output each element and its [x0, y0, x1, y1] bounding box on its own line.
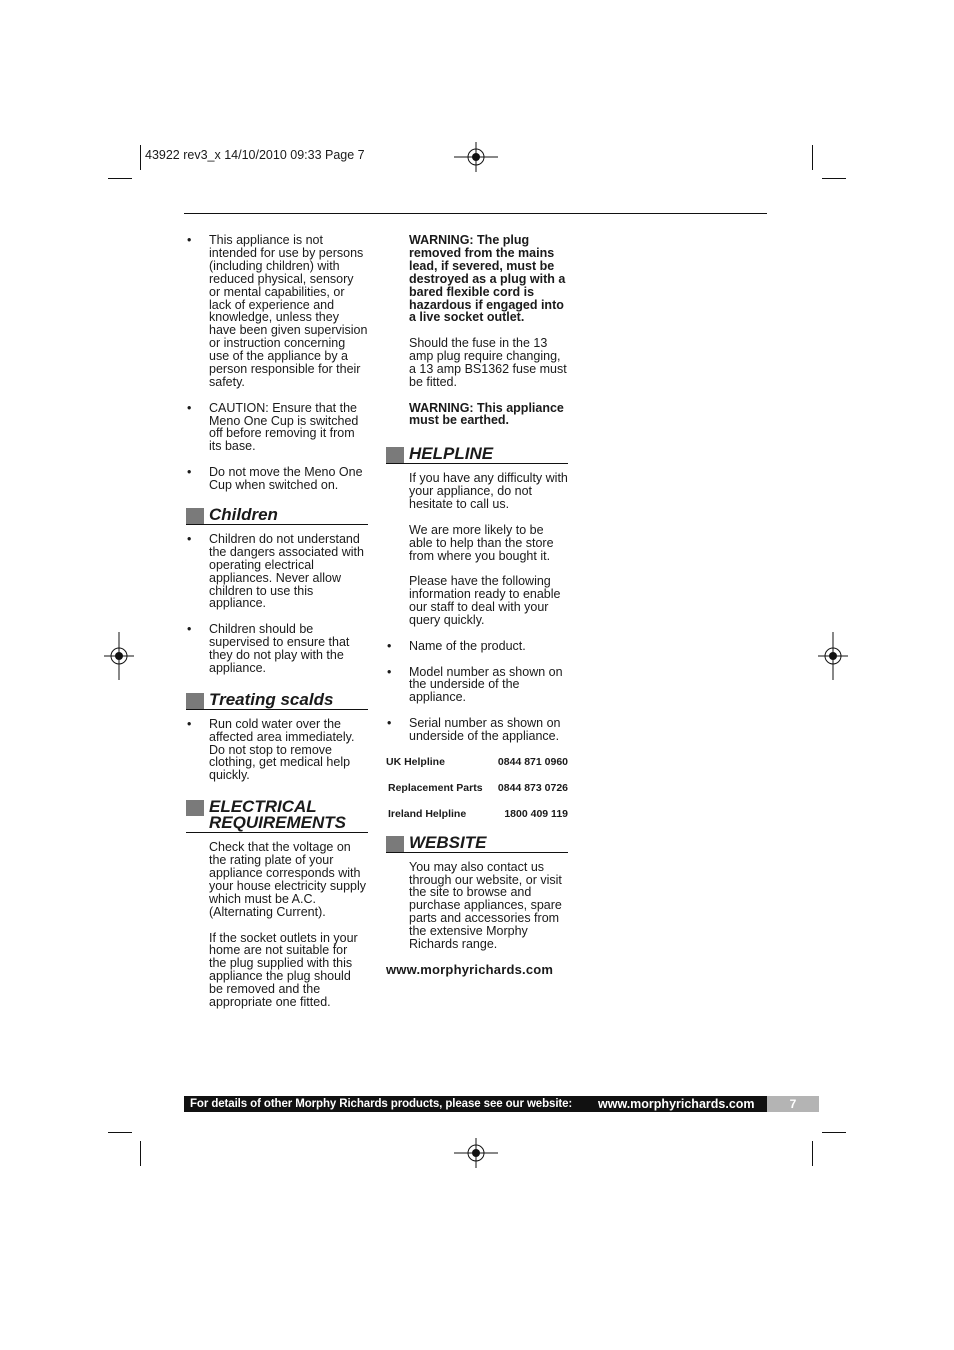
- top-rule: [184, 213, 767, 214]
- list-item: • Model number as shown on the underside of the appliance.: [387, 664, 563, 705]
- helpline-replacement-parts: Replacement Parts 0844 873 0726: [388, 781, 568, 794]
- paragraph: We are more likely to be able to help than the store from where you bought it.: [409, 522, 554, 563]
- heading-marker: [186, 693, 204, 709]
- paragraph: Please have the following information ready to enable our staff to deal with your query quickly.: [409, 574, 561, 628]
- crop-mark: [108, 178, 132, 179]
- print-slug: 43922 rev3_x 14/10/2010 09:33 Page 7: [145, 148, 365, 162]
- helpline-ireland: Ireland Helpline 1800 409 119: [388, 807, 568, 820]
- registration-mark-icon: [454, 1138, 498, 1168]
- warning-earthed: WARNING: This appliance must be earthed.: [409, 400, 564, 428]
- right-column: [386, 234, 568, 977]
- list-item: • Run cold water over the affected area immediately. Do not stop to remove clothing, get medical help quickly.: [187, 716, 355, 783]
- section-heading-electrical: ELECTRICAL REQUIREMENTS: [186, 799, 368, 833]
- list-item: • Children should be supervised to ensure that they do not play with the appliance.: [187, 622, 350, 675]
- footer-bar: [184, 1096, 767, 1112]
- page-number: 7: [767, 1096, 819, 1112]
- warning-plug: WARNING: The plug removed from the mains lead, if severed, must be destroyed as a plug with a bared flexible cord is hazardous if engaged into a live socket outlet.: [409, 233, 566, 325]
- crop-mark: [140, 145, 141, 170]
- list-item: • Name of the product.: [387, 638, 526, 653]
- crop-mark: [822, 178, 846, 179]
- registration-mark-icon: [818, 632, 848, 680]
- list-item: • CAUTION: Ensure that the Meno One Cup is switched off before removing it from its base.: [187, 400, 359, 454]
- footer-url[interactable]: www.morphyrichards.com: [598, 1097, 755, 1111]
- crop-mark: [812, 145, 813, 170]
- heading-marker: [386, 836, 404, 852]
- crop-mark: [140, 1141, 141, 1166]
- registration-mark-icon: [454, 142, 498, 172]
- crop-mark: [822, 1132, 846, 1133]
- paragraph: If you have any difficulty with your appliance, do not hesitate to call us.: [409, 471, 568, 512]
- heading-marker: [186, 800, 204, 816]
- list-item: • Do not move the Meno One Cup when switched on.: [187, 465, 363, 492]
- paragraph: You may also contact us through our website, or visit the site to browse and purchase appliances, spare parts and accessories from the extensive Morphy Richards range.: [409, 859, 562, 952]
- list-item: • Serial number as shown on underside of the appliance.: [387, 716, 561, 743]
- section-heading-scalds: Treating scalds: [186, 692, 368, 710]
- left-column: [186, 234, 368, 1022]
- crop-mark: [812, 1141, 813, 1166]
- section-heading-website: WEBSITE: [386, 835, 568, 853]
- paragraph: Should the fuse in the 13 amp plug require changing, a 13 amp BS1362 fuse must be fitted.: [409, 336, 567, 389]
- list-item: • This appliance is not intended for use by persons (including children) with reduced physical, sensory or mental capabilities, or lack of experience and knowledge, unless they have been given supervision or instruction concerning use of the appliance by a person responsible for their safety.: [187, 233, 368, 389]
- website-url[interactable]: www.morphyrichards.com: [386, 961, 554, 977]
- crop-mark: [108, 1132, 132, 1133]
- paragraph: If the socket outlets in your home are not suitable for the plug supplied with this appliance the plug should be removed and the appropriate one fitted.: [209, 930, 358, 1010]
- section-heading-helpline: HELPLINE: [386, 446, 568, 464]
- list-item: • Children do not understand the dangers associated with operating electrical appliances. Never allow children to use this appliance.: [187, 531, 364, 611]
- heading-marker: [386, 447, 404, 463]
- paragraph: Check that the voltage on the rating plate of your appliance corresponds with your house electricity supply which must be A.C. (Alternating Current).: [209, 840, 367, 919]
- section-heading-children: Children: [186, 507, 368, 525]
- registration-mark-icon: [104, 632, 134, 680]
- heading-marker: [186, 508, 204, 524]
- footer-text: For details of other Morphy Richards products, please see our website:: [190, 1098, 573, 1110]
- helpline-uk: UK Helpline 0844 871 0960: [386, 755, 568, 768]
